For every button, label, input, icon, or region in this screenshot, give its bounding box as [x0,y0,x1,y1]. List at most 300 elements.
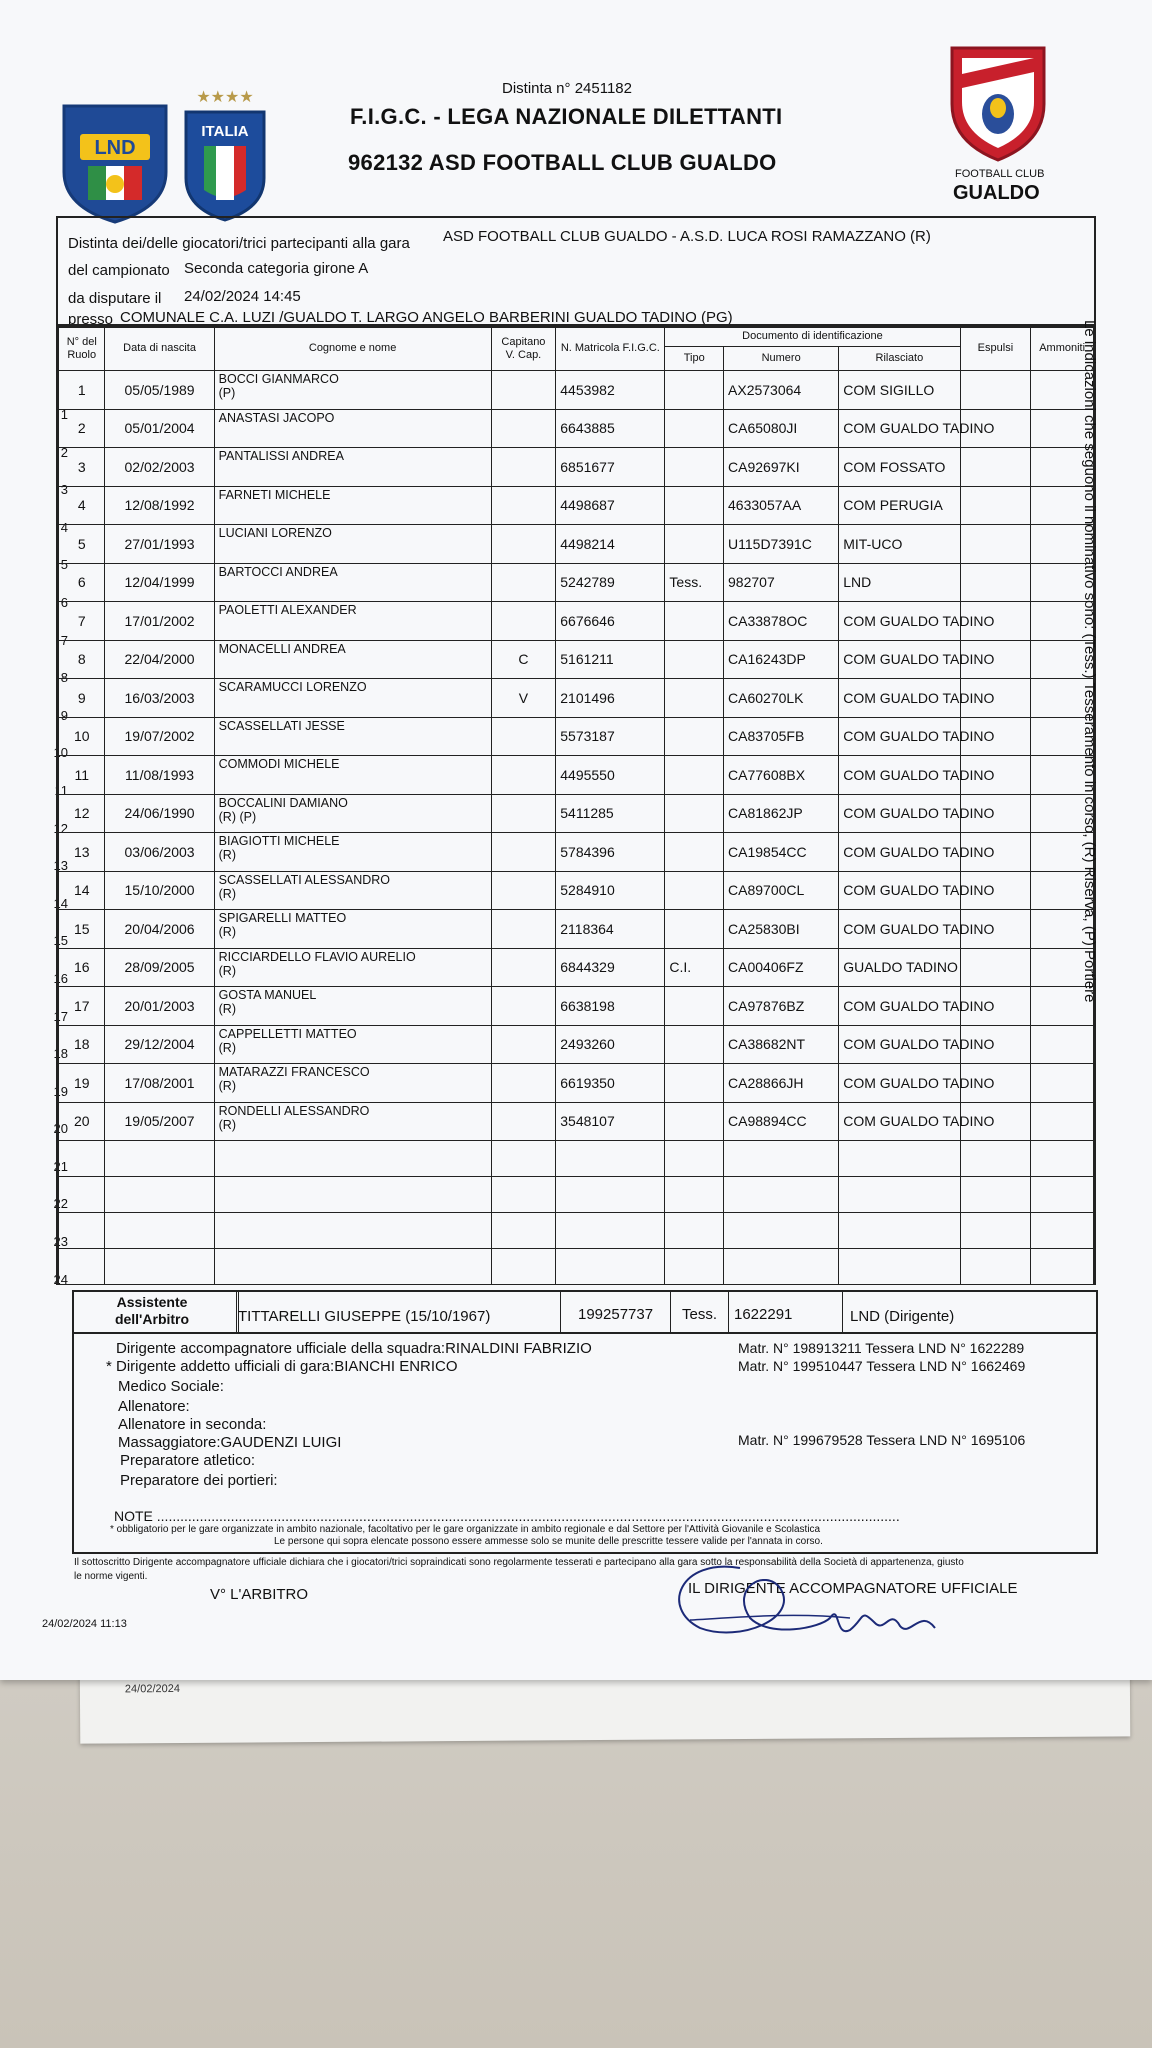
player-name: MATARAZZI FRANCESCO [218,1065,370,1079]
numero-cell: CA60270LK [724,679,839,718]
matricola-cell: 6844329 [556,948,665,987]
matricola-cell: 2118364 [556,910,665,949]
table-row [59,1025,1094,1064]
data-label: da disputare il [68,290,162,307]
presso-value: COMUNALE C.A. LUZI /GUALDO T. LARGO ANGELO BARBERINI GUALDO TADINO (PG) [120,309,733,326]
matricola-cell: 6851677 [556,448,665,487]
rilasciato-cell: COM GUALDO TADINO [839,794,960,833]
empty-cell [665,1177,724,1213]
matricola-cell: 5161211 [556,640,665,679]
ruolo-cell: 10 [59,717,105,756]
tipo-cell [665,679,724,718]
col-documento: Documento di identificazione [665,327,960,347]
player-name: ANASTASI JACOPO [218,410,335,425]
numero-cell: CA25830BI [724,910,839,949]
capitano-cell: C [491,640,556,679]
empty-cell [1031,1249,1094,1285]
empty-cell [214,1177,491,1213]
numero-cell: CA98894CC [724,1102,839,1141]
empty-cell [556,1177,665,1213]
capitano-cell [491,871,556,910]
empty-cell [59,1249,105,1285]
empty-cell [491,1249,556,1285]
arbitro-label: V° L'ARBITRO [210,1586,309,1603]
player-name: BARTOCCI ANDREA [218,564,338,579]
numero-cell: CA16243DP [724,640,839,679]
matricola-cell: 6643885 [556,409,665,448]
player-name: SCARAMUCCI LORENZO [218,680,367,694]
capitano-cell [491,717,556,756]
ruolo-cell: 5 [59,525,105,564]
handwritten-signature [660,1548,960,1648]
staff-box [72,1332,1098,1554]
tipo-cell [665,756,724,795]
matricola-cell: 4453982 [556,371,665,410]
col-capitano: Capitano V. Cap. [491,327,556,371]
capitano-cell [491,794,556,833]
matricola-cell: 3548107 [556,1102,665,1141]
numero-cell: CA77608BX [724,756,839,795]
table-row [59,371,1094,410]
tipo-cell [665,871,724,910]
nascita-cell: 03/06/2003 [105,833,214,872]
rilasciato-cell: COM GUALDO TADINO [839,1102,960,1141]
capitano-cell [491,1025,556,1064]
allenatore-seconda: Allenatore in seconda: [118,1416,267,1433]
nascita-cell: 12/04/1999 [105,563,214,602]
rilasciato-cell: COM SIGILLO [839,371,960,410]
player-note: (R) [218,1079,236,1093]
presso-label: presso [68,311,114,328]
rilasciato-cell: COM GUALDO TADINO [839,640,960,679]
table-row [59,1102,1094,1141]
lnd-logo [60,102,170,224]
empty-cell [724,1141,839,1177]
empty-cell [1031,1141,1094,1177]
ruolo-cell: 15 [59,910,105,949]
assistente-numero: 1622291 [734,1306,793,1323]
empty-table-row [59,1249,1094,1285]
empty-cell [59,1141,105,1177]
empty-cell [960,1141,1031,1177]
numero-cell: CA97876BZ [724,987,839,1026]
tipo-cell: Tess. [665,563,724,602]
row-number: 8 [60,670,68,686]
footnote-obbligatorio: * obbligatorio per le gare organizzate in ambito nazionale, facoltativo per le gare organizzate in ambito regionale e dal Settore per l'Attività Giovanile e Scolastica [110,1524,821,1535]
nascita-cell: 12/08/1992 [105,486,214,525]
nome-cell [214,409,491,448]
nome-cell [214,1102,491,1141]
col-ammoniti: Ammoniti [1031,327,1094,371]
document-title: F.I.G.C. - LEGA NAZIONALE DILETTANTI [350,104,783,129]
nascita-cell: 05/05/1989 [105,371,214,410]
capitano-cell [491,987,556,1026]
medico-sociale: Medico Sociale: [118,1378,224,1395]
row-number: 14 [53,895,68,911]
espulsi-cell [960,486,1031,525]
capitano-cell [491,602,556,641]
rilasciato-cell: COM GUALDO TADINO [839,833,960,872]
table-row [59,563,1094,602]
ruolo-cell: 16 [59,948,105,987]
player-name: BIAGIOTTI MICHELE [218,834,340,848]
capitano-cell [491,833,556,872]
empty-cell [839,1141,960,1177]
row-number: 13 [53,858,68,874]
ruolo-cell: 18 [59,1025,105,1064]
table-row [59,602,1094,641]
row-number: 20 [53,1121,68,1137]
ruolo-cell: 4 [59,486,105,525]
table-row [59,525,1094,564]
nascita-cell: 27/01/1993 [105,525,214,564]
row-number: 9 [60,707,68,723]
nascita-cell: 20/04/2006 [105,910,214,949]
empty-cell [491,1177,556,1213]
nome-cell [214,640,491,679]
player-name: RONDELLI ALESSANDRO [218,1103,370,1118]
club-logo-caption: FOOTBALL CLUB [955,168,1045,180]
nascita-cell: 11/08/1993 [105,756,214,795]
player-note: (R) [218,1117,236,1132]
table-row [59,833,1094,872]
player-note: (R) [218,848,236,862]
nome-cell [214,756,491,795]
row-number: 4 [60,519,68,535]
rilasciato-cell: COM GUALDO TADINO [839,717,960,756]
dirigente-squadra-matr: Matr. N° 198913211 Tessera LND N° 1622289 [738,1340,1025,1356]
table-row [59,717,1094,756]
nome-cell [214,371,491,410]
row-number: 12 [53,820,68,836]
player-name: CAPPELLETTI MATTEO [218,1026,357,1041]
print-timestamp: 24/02/2024 11:13 [42,1618,127,1630]
preparatore-portieri: Preparatore dei portieri: [120,1472,278,1489]
rilasciato-cell: LND [839,563,960,602]
row-number: 24 [53,1271,68,1287]
ruolo-cell: 14 [59,871,105,910]
matricola-cell: 4495550 [556,756,665,795]
capitano-cell [491,448,556,487]
row-number: 23 [53,1234,68,1250]
football-club-gualdo-logo [948,44,1048,162]
col-numero: Numero [724,347,839,371]
numero-cell: CA89700CL [724,871,839,910]
svg-text:★★★★: ★★★★ [196,87,254,106]
col-matricola: N. Matricola F.I.G.C. [556,327,665,371]
empty-cell [556,1213,665,1249]
matricola-cell: 6619350 [556,1064,665,1103]
ammoniti-cell [1031,1102,1094,1141]
row-number: 17 [53,1008,68,1024]
empty-cell [960,1177,1031,1213]
col-rilasciato: Rilasciato [839,347,960,371]
nascita-cell: 02/02/2003 [105,448,214,487]
players-table [58,326,1094,1285]
row-number: 18 [53,1046,68,1062]
capitano-cell [491,409,556,448]
empty-table-row [59,1141,1094,1177]
data-value: 24/02/2024 14:45 [184,288,301,305]
nome-cell [214,602,491,641]
nome-cell [214,833,491,872]
numero-cell: CA33878OC [724,602,839,641]
assistente-tipo: Tess. [682,1306,718,1323]
rilasciato-cell: COM GUALDO TADINO [839,409,960,448]
capitano-cell [491,756,556,795]
empty-cell [491,1141,556,1177]
nome-cell [214,910,491,949]
ruolo-cell: 13 [59,833,105,872]
table-row [59,948,1094,987]
massaggiatore-matr: Matr. N° 199679528 Tessera LND N° 1695106 [738,1432,1026,1448]
nome-cell [214,525,491,564]
capitano-cell [491,563,556,602]
tipo-cell [665,910,724,949]
numero-cell: CA00406FZ [724,948,839,987]
rilasciato-cell: COM GUALDO TADINO [839,679,960,718]
rilasciato-cell: COM PERUGIA [839,486,960,525]
row-number: 6 [60,594,68,610]
row-number: 1 [60,407,68,422]
matricola-cell: 5411285 [556,794,665,833]
note-line: NOTE ............................................................................................................................................................................................... [114,1508,900,1524]
massaggiatore: Massaggiatore:GAUDENZI LUIGI [118,1434,342,1451]
capitano-cell [491,910,556,949]
club-title: 962132 ASD FOOTBALL CLUB GUALDO [348,150,777,175]
nascita-cell: 19/07/2002 [105,717,214,756]
col-nascita: Data di nascita [105,327,214,371]
nascita-cell: 28/09/2005 [105,948,214,987]
numero-cell: CA81862JP [724,794,839,833]
nascita-cell: 20/01/2003 [105,987,214,1026]
empty-cell [665,1249,724,1285]
player-name: BOCCALINI DAMIANO [218,795,348,810]
matricola-cell: 4498214 [556,525,665,564]
ruolo-cell: 9 [59,679,105,718]
dirigente-label: IL DIRIGENTE ACCOMPAGNATORE UFFICIALE [688,1580,1018,1597]
capitano-cell [491,948,556,987]
empty-cell [556,1141,665,1177]
row-number: 19 [53,1083,68,1099]
tipo-cell [665,1064,724,1103]
numero-cell: AX2573064 [724,371,839,410]
empty-cell [1031,1213,1094,1249]
row-number: 22 [53,1196,68,1212]
table-row [59,794,1094,833]
empty-cell [214,1141,491,1177]
player-name: FARNETI MICHELE [218,487,331,502]
capitano-cell [491,1064,556,1103]
nascita-cell: 19/05/2007 [105,1102,214,1141]
espulsi-cell [960,448,1031,487]
assistente-label: Assistente dell'Arbitro [114,1294,190,1327]
rilasciato-cell: COM GUALDO TADINO [839,1025,960,1064]
rilasciato-cell: COM GUALDO TADINO [839,987,960,1026]
table-row [59,640,1094,679]
tipo-cell [665,525,724,564]
numero-cell: CA19854CC [724,833,839,872]
player-note: (R) (P) [218,809,257,824]
gara-label: Distinta dei/delle giocatori/trici partecipanti alla gara [68,235,410,252]
tipo-cell [665,987,724,1026]
numero-cell: CA65080JI [724,409,839,448]
tipo-cell [665,371,724,410]
empty-cell [1031,1177,1094,1213]
empty-cell [665,1213,724,1249]
table-row [59,448,1094,487]
nascita-cell: 17/01/2002 [105,602,214,641]
numero-cell: CA92697KI [724,448,839,487]
ruolo-cell: 2 [59,409,105,448]
empty-cell [839,1249,960,1285]
row-number: 21 [53,1158,68,1174]
player-note: (R) [218,886,236,901]
numero-cell: CA38682NT [724,1025,839,1064]
rilasciato-cell: COM FOSSATO [839,448,960,487]
ruolo-cell: 3 [59,448,105,487]
empty-table-row [59,1213,1094,1249]
player-name: COMMODI MICHELE [218,757,340,771]
tipo-cell [665,794,724,833]
row-number: 16 [53,970,68,986]
matricola-cell: 2101496 [556,679,665,718]
ruolo-cell: 1 [59,371,105,410]
tipo-cell [665,602,724,641]
player-name: LUCIANI LORENZO [218,526,332,540]
empty-cell [960,1213,1031,1249]
assistente-rilasciato: LND (Dirigente) [850,1308,955,1325]
ruolo-cell: 8 [59,640,105,679]
match-info-box [56,216,1096,328]
footnote-persone: Le persone qui sopra elencate possono essere ammesse solo se munite delle prescritte tessere valide per l'annata in corso. [274,1536,823,1547]
table-row [59,756,1094,795]
matricola-cell: 5242789 [556,563,665,602]
nascita-cell: 24/06/1990 [105,794,214,833]
dichiarazione-line1: Il sottoscritto Dirigente accompagnatore ufficiale dichiara che i giocatori/trici sopraindicati sono regolarmente tesserati e partecipano alla gara sotto la responsabilità della Società di appartenenza, giusto [74,1557,964,1568]
ruolo-cell: 17 [59,987,105,1026]
matricola-cell: 6638198 [556,987,665,1026]
col-espulsi: Espulsi [960,327,1031,371]
col-ruolo: N° del Ruolo [59,327,105,371]
nome-cell [214,448,491,487]
empty-cell [214,1249,491,1285]
row-number: 7 [60,632,68,648]
distinta-number: Distinta n° 2451182 [502,80,632,97]
campionato-value: Seconda categoria girone A [184,260,369,277]
empty-cell [491,1213,556,1249]
nascita-cell: 29/12/2004 [105,1025,214,1064]
empty-cell [59,1213,105,1249]
nome-cell [214,948,491,987]
numero-cell: 982707 [724,563,839,602]
dichiarazione-line2: le norme vigenti. [74,1571,148,1582]
club-logo-name: GUALDO [953,182,1040,204]
col-nome: Cognome e nome [214,327,491,371]
player-name: RICCIARDELLO FLAVIO AURELIO [218,949,416,964]
row-number: 3 [60,482,68,498]
espulsi-cell [960,948,1031,987]
tipo-cell: C.I. [665,948,724,987]
espulsi-cell [960,525,1031,564]
ammoniti-cell [1031,1025,1094,1064]
row-number: 5 [60,557,68,573]
table-row [59,486,1094,525]
row-number: 15 [53,933,68,949]
empty-cell [105,1249,214,1285]
matricola-cell: 5784396 [556,833,665,872]
empty-cell [59,1177,105,1213]
empty-cell [105,1213,214,1249]
empty-cell [105,1141,214,1177]
nome-cell [214,486,491,525]
empty-cell [724,1177,839,1213]
rilasciato-cell: COM GUALDO TADINO [839,1064,960,1103]
matricola-cell: 4498687 [556,486,665,525]
numero-cell: 4633057AA [724,486,839,525]
numero-cell: CA28866JH [724,1064,839,1103]
player-name: SPIGARELLI MATTEO [218,911,347,925]
campionato-label: del campionato [68,262,170,279]
preparatore-atletico: Preparatore atletico: [120,1452,256,1469]
player-note: (R) [218,963,236,978]
ruolo-cell: 19 [59,1064,105,1103]
matricola-cell: 6676646 [556,602,665,641]
ammoniti-cell [1031,1064,1094,1103]
tipo-cell [665,409,724,448]
capitano-cell [491,1102,556,1141]
tipo-cell [665,448,724,487]
allenatore: Allenatore: [118,1398,190,1415]
rilasciato-cell: GUALDO TADINO [839,948,960,987]
nascita-cell: 16/03/2003 [105,679,214,718]
empty-cell [839,1213,960,1249]
tipo-cell [665,640,724,679]
ruolo-cell: 11 [59,756,105,795]
tipo-cell [665,486,724,525]
assistente-arbitro-row [72,1290,1098,1334]
rilasciato-cell: COM GUALDO TADINO [839,871,960,910]
tipo-cell [665,1025,724,1064]
rilasciato-cell: COM GUALDO TADINO [839,602,960,641]
ruolo-cell: 7 [59,602,105,641]
lnd-logo-text: LND [94,137,136,159]
matricola-cell: 5573187 [556,717,665,756]
assistente-matricola: 199257737 [578,1306,654,1323]
nascita-cell: 15/10/2000 [105,871,214,910]
players-table-wrapper [56,324,1096,1285]
underlying-timestamp: 24/02/2024 [124,1682,181,1696]
ruolo-cell: 6 [59,563,105,602]
empty-cell [724,1213,839,1249]
player-name: SCASSELLATI JESSE [218,718,345,733]
tipo-cell [665,717,724,756]
row-number: 10 [53,745,68,761]
tipo-cell [665,1102,724,1141]
player-note: (R) [218,925,236,939]
nome-cell [214,987,491,1026]
rilasciato-cell: COM GUALDO TADINO [839,910,960,949]
table-row [59,987,1094,1026]
nascita-cell: 22/04/2000 [105,640,214,679]
player-name: MONACELLI ANDREA [218,641,346,656]
col-tipo: Tipo [665,347,724,371]
empty-table-row [59,1177,1094,1213]
capitano-cell: V [491,679,556,718]
nascita-cell: 17/08/2001 [105,1064,214,1103]
row-number: 2 [60,444,68,460]
player-name: PAOLETTI ALEXANDER [218,603,357,617]
